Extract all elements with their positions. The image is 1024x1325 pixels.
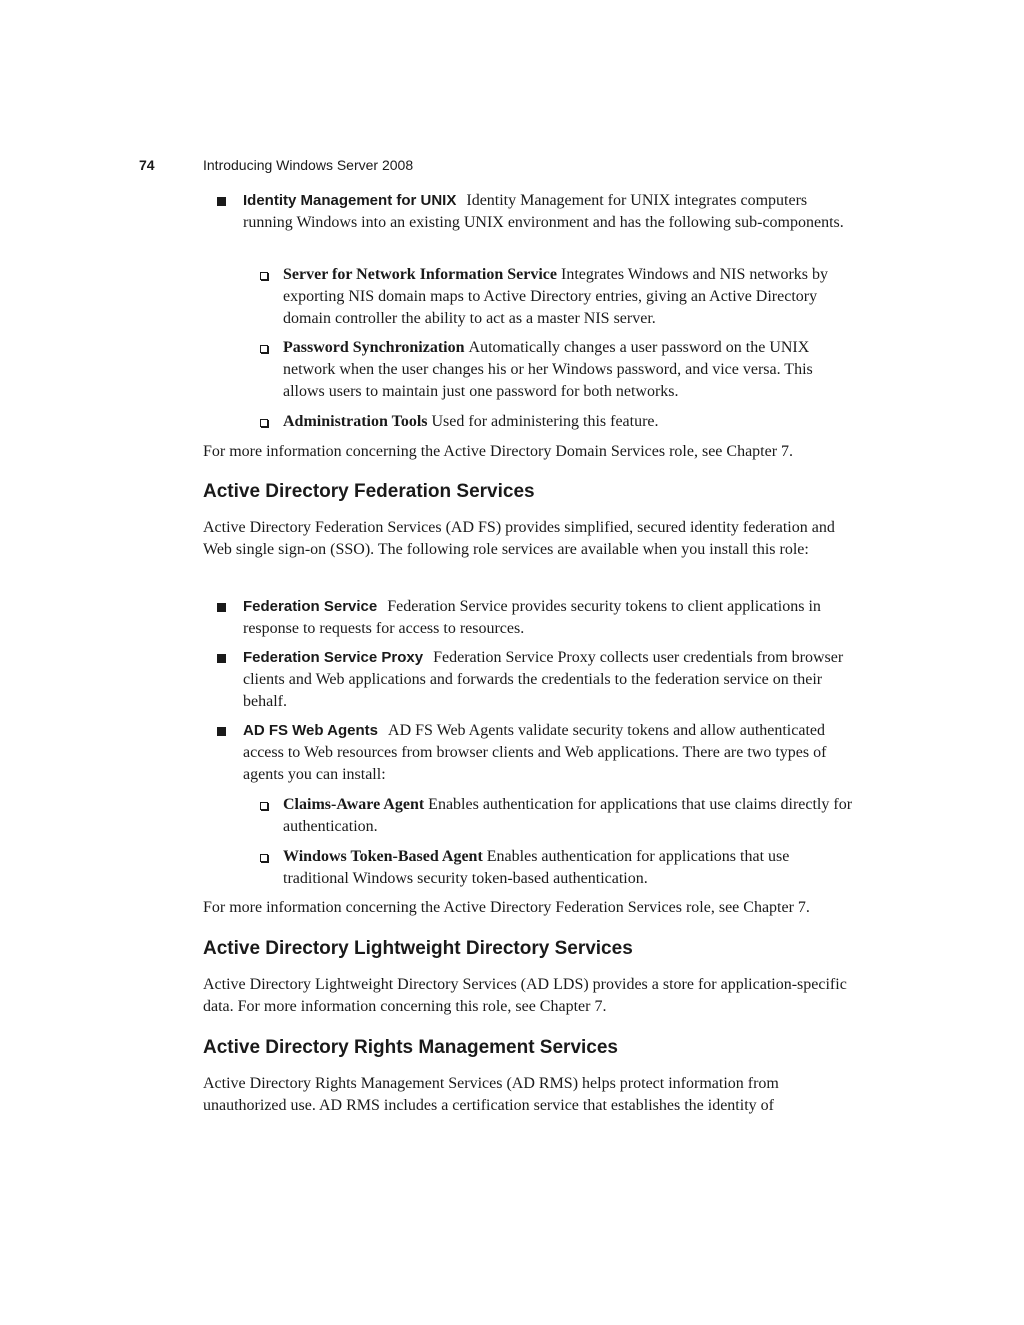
hollow-square-bullet-icon (260, 854, 268, 862)
bullet-text: Identity Management for UNIX integrates computers running Windows into an existing UNIX environment and has the following sub-components. (243, 192, 844, 231)
bullet-lead: Federation Service (243, 598, 378, 615)
subbullet-text: Automatically changes a user password on the UNIX network when the user changes his or her Windows password, and vice versa. This allows users to maintain just one password for both networks. (283, 339, 813, 400)
subbullet-lead: Windows Token-Based Agent (283, 848, 483, 865)
square-bullet-icon (217, 654, 226, 663)
bullet-federation-service-proxy (243, 647, 858, 713)
heading-adfs: Active Directory Federation Services (203, 481, 535, 502)
square-bullet-icon (217, 603, 226, 612)
bullet-lead: Identity Management for UNIX (243, 192, 457, 209)
subbullet-text: Used for administering this feature. (431, 413, 659, 430)
paragraph-adfs: Active Directory Federation Services (AD FS) provides simplified, secured identity federation and Web single sign-on (SSO). The following role services are available when you install this role: (203, 519, 835, 558)
subbullet-text: Integrates Windows and NIS networks by exporting NIS domain maps to Active Directory entries, giving an Active Directory domain controller the ability to act as a master NIS server. (283, 266, 829, 327)
hollow-square-bullet-icon (260, 419, 268, 427)
bullet-text: Federation Service Proxy collects user credentials from browser clients and Web applications and forwards the credentials to the federation service on their behalf. (243, 649, 844, 710)
running-title: Introducing Windows Server 2008 (203, 157, 414, 173)
bullet-lead: AD FS Web Agents (243, 722, 379, 739)
square-bullet-icon (217, 727, 226, 736)
subbullet-lead: Claims-Aware Agent (283, 796, 425, 813)
hollow-square-bullet-icon (260, 802, 268, 810)
heading-adrms: Active Directory Rights Management Services (203, 1037, 618, 1058)
bullet-text: AD FS Web Agents validate security tokens and allow authenticated access to Web resources from browser clients and Web applications. There are two types of agents you can install: (243, 722, 827, 783)
heading-adlds: Active Directory Lightweight Directory Services (203, 938, 633, 959)
subbullet-lead: Server for Network Information Service (283, 266, 557, 283)
subbullet-server-nis (283, 264, 858, 330)
paragraph-adds-more-info: For more information concerning the Active Directory Domain Services role, see Chapter 7. (203, 443, 794, 460)
square-bullet-icon (217, 197, 226, 206)
hollow-square-bullet-icon (260, 345, 268, 353)
subbullet-admin-tools (283, 411, 858, 433)
page-number: 74 (139, 157, 155, 173)
bullet-federation-service (243, 596, 858, 640)
bullet-identity-management-unix (243, 190, 858, 234)
subbullet-token-based-agent (283, 846, 858, 890)
paragraph-adfs-more-info: For more information concerning the Active Directory Federation Services role, see Chapter 7. (203, 899, 810, 916)
subbullet-text: Enables authentication for applications that use claims directly for authentication. (283, 796, 853, 835)
hollow-square-bullet-icon (260, 272, 268, 280)
subbullet-text: Enables authentication for applications that use traditional Windows security token-based authentication. (283, 848, 790, 887)
subbullet-lead: Password Synchronization (283, 339, 465, 356)
bullet-text: Federation Service provides security tokens to client applications in response to requests for access to resources. (243, 598, 821, 637)
bullet-lead: Federation Service Proxy (243, 649, 424, 666)
paragraph-adrms: Active Directory Rights Management Services (AD RMS) helps protect information from unauthorized use. AD RMS includes a certification service that establishes the identity of (203, 1075, 779, 1114)
subbullet-password-sync (283, 337, 858, 403)
subbullet-claims-aware-agent (283, 794, 858, 838)
bullet-adfs-web-agents (243, 720, 858, 786)
subbullet-lead: Administration Tools (283, 413, 428, 430)
paragraph-adlds: Active Directory Lightweight Directory Services (AD LDS) provides a store for application-specific data. For more information concerning this role, see Chapter 7. (203, 976, 847, 1015)
